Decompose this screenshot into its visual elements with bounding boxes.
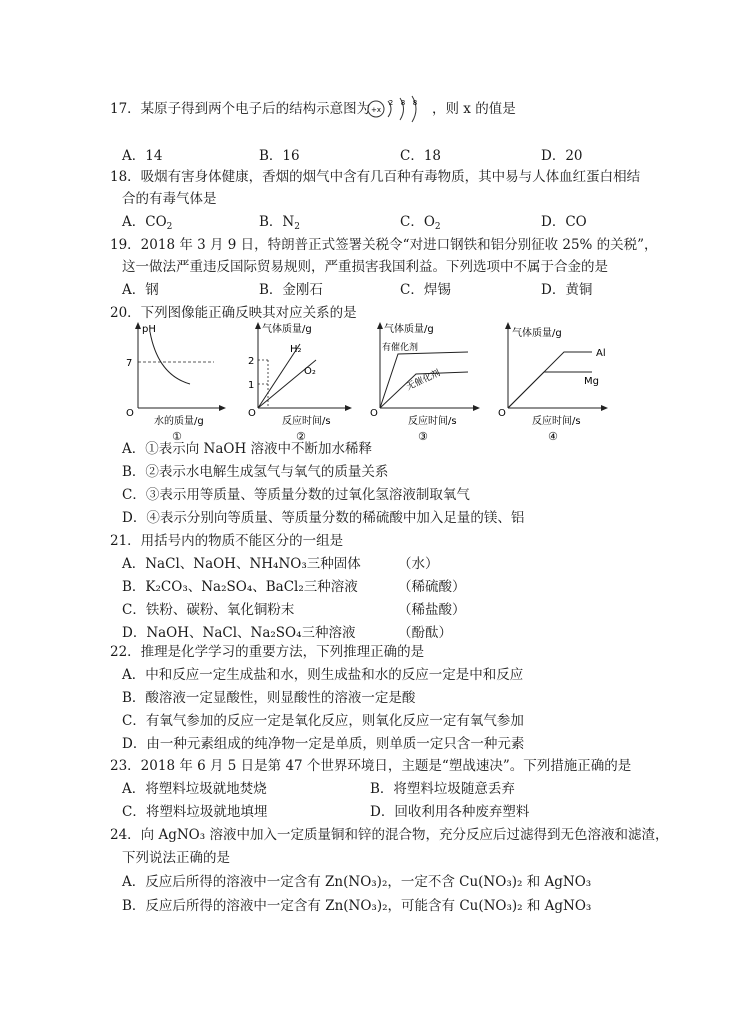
q17-option-a[interactable]: A．14 bbox=[122, 148, 163, 164]
g3-catalyst-label: 有催化剂 bbox=[382, 343, 419, 353]
q21-option-d-reagent: （酚酞） bbox=[398, 625, 452, 641]
g2-tick-2: 2 bbox=[248, 356, 255, 367]
q18-stem-line1: 18．吸烟有害身体健康，香烟的烟气中含有几百种有毒物质，其中易与人体血红蛋白相结 bbox=[110, 169, 641, 185]
q18-option-c[interactable] bbox=[400, 213, 441, 231]
g1-number: ① bbox=[172, 430, 182, 442]
q22-option-a[interactable]: A．中和反应一定生成盐和水，则生成盐和水的反应一定是中和反应 bbox=[122, 667, 524, 683]
g3-x-label: 反应时间/s bbox=[408, 416, 457, 427]
q21-option-c-reagent: （稀盐酸） bbox=[398, 602, 466, 618]
q18-option-d-text: D．CO bbox=[541, 214, 587, 230]
g4-origin: O bbox=[498, 408, 506, 419]
q23-option-b[interactable]: B．将塑料垃圾随意丢弃 bbox=[370, 781, 515, 797]
q20-option-b[interactable]: B．②表示水电解生成氢气与氧气的质量关系 bbox=[122, 464, 389, 480]
q21-option-a[interactable]: A．NaCl、NaOH、NH₄NO₃三种固体 bbox=[122, 556, 361, 572]
g4-number: ④ bbox=[548, 430, 558, 442]
g3-no-catalyst-label: 无催化剂 bbox=[405, 368, 442, 393]
g2-y-label: 气体质量/g bbox=[262, 324, 312, 335]
q20-stem: 20．下列图像能正确反映其对应关系的是 bbox=[110, 305, 357, 321]
q19-option-a[interactable]: A．钢 bbox=[122, 282, 159, 298]
q21-stem: 21．用括号内的物质不能区分的一组是 bbox=[110, 533, 344, 549]
q20-option-c[interactable]: C．③表示用等质量、等质量分数的过氧化氢溶液制取氧气 bbox=[122, 487, 470, 503]
g4-al-label: Al bbox=[596, 348, 606, 359]
g4-x-label: 反应时间/s bbox=[532, 416, 581, 427]
nucleus-label: +x bbox=[370, 106, 382, 114]
graph-4-metals bbox=[496, 320, 614, 442]
g1-origin: O bbox=[126, 408, 134, 419]
g2-number: ② bbox=[296, 430, 306, 442]
q21-option-b[interactable]: B．K₂CO₃、Na₂SO₄、BaCl₂三种溶液 bbox=[122, 579, 358, 595]
q23-option-a[interactable]: A．将塑料垃圾就地焚烧 bbox=[122, 781, 267, 797]
g2-origin: O bbox=[248, 408, 256, 419]
q22-option-b[interactable]: B．酸溶液一定显酸性，则显酸性的溶液一定是酸 bbox=[122, 690, 416, 706]
q19-option-b[interactable]: B．金刚石 bbox=[259, 282, 323, 298]
q22-stem: 22．推理是化学学习的重要方法，下列推理正确的是 bbox=[110, 644, 425, 660]
q17-option-c[interactable]: C．18 bbox=[400, 148, 442, 164]
shell-1-label: 2 bbox=[388, 99, 394, 107]
q19-option-d[interactable]: D．黄铜 bbox=[541, 282, 593, 298]
g2-tick-1: 1 bbox=[248, 380, 255, 391]
q17-stem bbox=[110, 100, 370, 118]
q18-option-b-sub: 2 bbox=[294, 222, 300, 232]
g2-x-label: 反应时间/s bbox=[282, 416, 331, 427]
q17-stem-end: ，则 x 的值是 bbox=[432, 101, 516, 117]
g4-y-label: 气体质量/g bbox=[512, 328, 562, 339]
q17-stem-a: 17．某原子得到两个电子后的结构示意图为 bbox=[110, 101, 371, 117]
q24-option-b[interactable]: B．反应后所得的溶液中一定含有 Zn(NO₃)₂，可能含有 Cu(NO₃)₂ 和 AgNO₃ bbox=[122, 898, 592, 914]
q18-option-b-text: B．N bbox=[259, 214, 295, 230]
q23-option-c[interactable]: C．将塑料垃圾就地填埋 bbox=[122, 804, 268, 820]
q18-option-a-sub: 2 bbox=[166, 222, 173, 232]
q20-option-a[interactable]: A．①表示向 NaOH 溶液中不断加水稀释 bbox=[122, 441, 373, 457]
q24-stem-line2: 下列说法正确的是 bbox=[122, 850, 230, 866]
g4-mg-label: Mg bbox=[584, 376, 599, 387]
graph-1-ph-dilution bbox=[118, 320, 230, 442]
q21-option-d[interactable]: D．NaOH、NaCl、Na₂SO₄三种溶液 bbox=[122, 625, 356, 641]
q18-option-a-text: A．CO bbox=[122, 214, 167, 230]
q19-stem-line1: 19．2018 年 3 月 9 日，特朗普正式签署关税令“对进口钢铁和铝分别征收 25% 的关税”， bbox=[110, 237, 658, 253]
q18-stem-line2: 合的有毒气体是 bbox=[122, 191, 217, 207]
q17-option-b[interactable]: B．16 bbox=[259, 148, 300, 164]
g3-number: ③ bbox=[418, 430, 428, 442]
q23-option-d[interactable]: D．回收利用各种废弃塑料 bbox=[370, 804, 530, 820]
graph-3-catalyst bbox=[368, 320, 484, 442]
q18-option-c-text: C．O bbox=[400, 214, 435, 230]
q24-option-a[interactable]: A．反应后所得的溶液中一定含有 Zn(NO₃)₂，一定不含 Cu(NO₃)₂ 和 AgNO₃ bbox=[122, 874, 592, 890]
q21-option-c[interactable]: C．铁粉、碳粉、氧化铜粉末 bbox=[122, 602, 295, 618]
q22-option-c[interactable]: C．有氧气参加的反应一定是氧化反应，则氧化反应一定有氧气参加 bbox=[122, 713, 524, 729]
q19-stem-line2: 这一做法严重违反国际贸易规则，严重损害我国利益。下列选项中不属于合金的是 bbox=[122, 259, 608, 275]
g1-y-label: pH bbox=[142, 324, 156, 335]
q19-option-c[interactable]: C．焊锡 bbox=[400, 282, 451, 298]
shell-2-label: 8 bbox=[400, 99, 406, 107]
q21-option-a-reagent: （水） bbox=[398, 556, 439, 572]
q20-option-d[interactable]: D．④表示分别向等质量、等质量分数的稀硫酸中加入足量的镁、铝 bbox=[122, 510, 525, 526]
shell-3-label: 8 bbox=[412, 99, 418, 107]
g2-o2-label: O₂ bbox=[304, 366, 316, 377]
g3-origin: O bbox=[370, 408, 378, 419]
q18-option-a[interactable] bbox=[122, 213, 172, 231]
q23-stem: 23．2018 年 6 月 5 日是第 47 个世界环境日，主题是“塑战速决”。下列措施正确的是 bbox=[110, 758, 632, 774]
graph-2-electrolysis bbox=[244, 320, 356, 442]
g1-tick-7: 7 bbox=[126, 358, 133, 369]
q21-option-b-reagent: （稀硫酸） bbox=[398, 579, 466, 595]
q18-option-d[interactable] bbox=[541, 213, 587, 231]
q18-option-b[interactable] bbox=[259, 213, 300, 231]
g2-h2-label: H₂ bbox=[290, 344, 302, 355]
atom-structure-diagram bbox=[366, 93, 434, 125]
q17-option-d[interactable]: D．20 bbox=[541, 148, 583, 164]
g1-x-label: 水的质量/g bbox=[154, 416, 204, 427]
g3-y-label: 气体质量/g bbox=[384, 324, 434, 335]
q24-stem-line1: 24．向 AgNO₃ 溶液中加入一定质量铜和锌的混合物，充分反应后过滤得到无色溶液和滤渣， bbox=[110, 827, 669, 843]
q18-option-c-sub: 2 bbox=[434, 222, 441, 232]
q22-option-d[interactable]: D．由一种元素组成的纯净物一定是单质，则单质一定只含一种元素 bbox=[122, 736, 525, 752]
